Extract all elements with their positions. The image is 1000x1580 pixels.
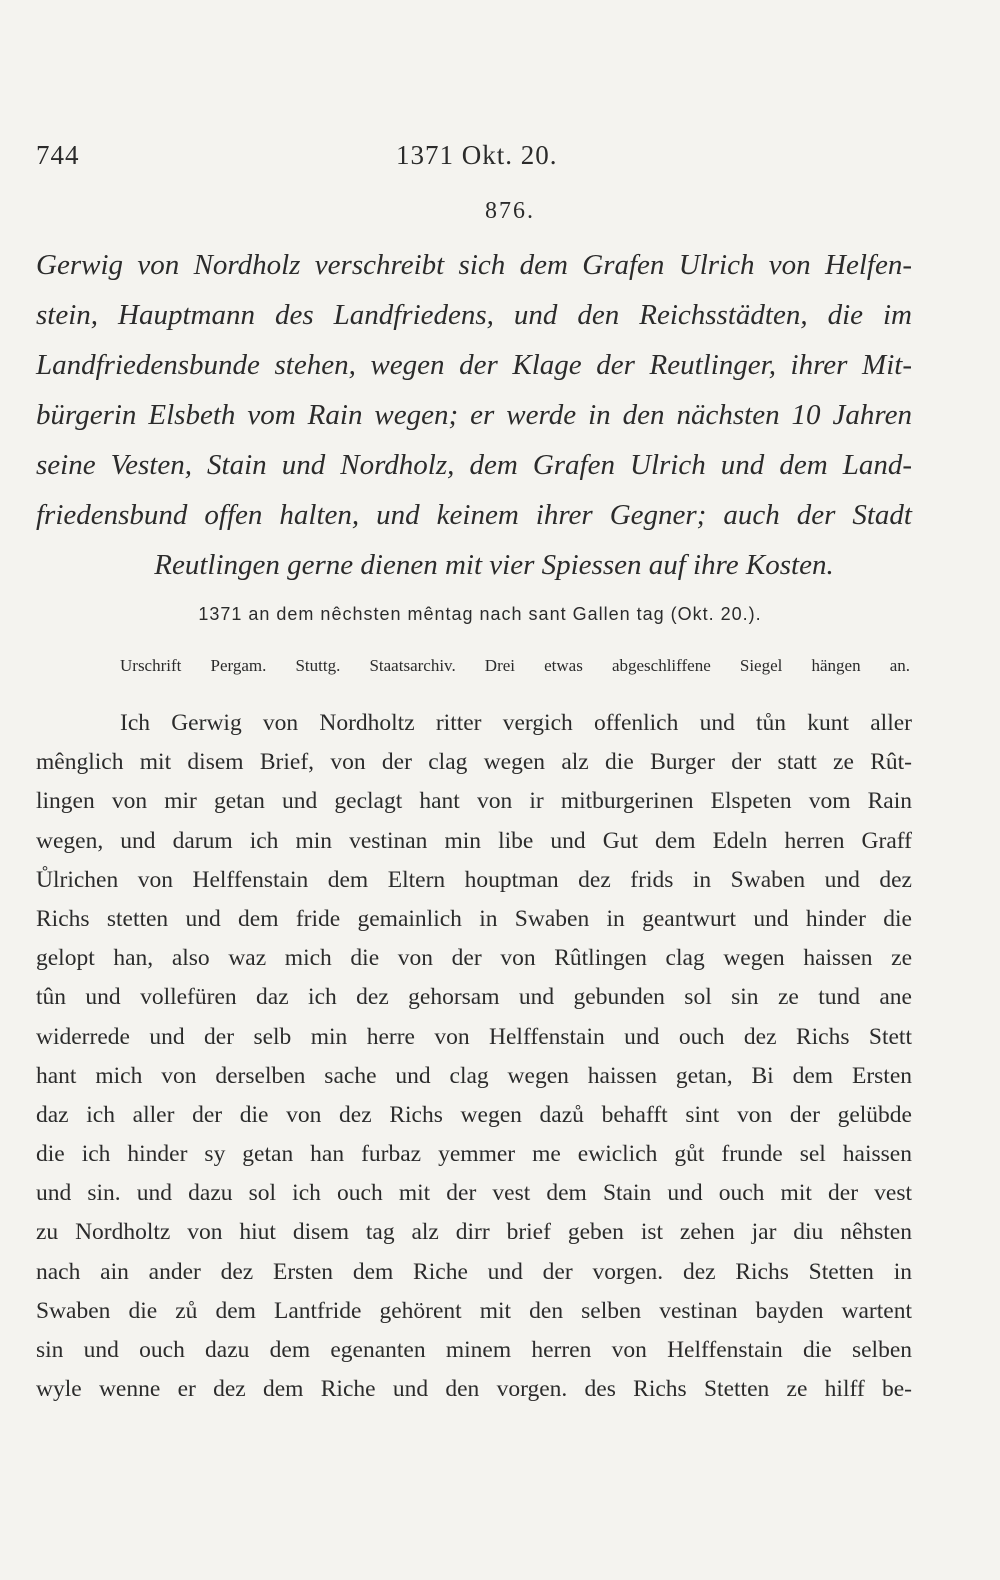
text-line: zu Nordholtz von hiut disem tag alz dirr brief geben ist zehen jar diu nêhsten: [36, 1219, 912, 1246]
text-line: daz ich aller der die von dez Richs wegen dazů behafft sint von der gelübde: [36, 1101, 912, 1128]
document-number: 876.: [485, 198, 535, 224]
text-line: wegen, und darum ich min vestinan min libe und Gut dem Edeln herren Graff: [36, 827, 912, 854]
text-line: Richs stetten und dem fride gemainlich in Swaben in geantwurt und hinder die: [36, 905, 912, 932]
regest-line: Gerwig von Nordholz verschreibt sich dem Grafen Ulrich von Helfen-: [36, 249, 912, 281]
text-line: Ůlrichen von Helffenstain dem Eltern houptman dez frids in Swaben und dez: [36, 866, 912, 893]
regest-line: bürgerin Elsbeth vom Rain wegen; er werde in den nächsten 10 Jahren: [36, 399, 912, 431]
text-line: die ich hinder sy getan han furbaz yemmer me ewiclich gůt frunde sel haissen: [36, 1141, 912, 1168]
regest-line: stein, Hauptmann des Landfriedens, und den Reichsstädten, die im: [36, 299, 912, 331]
text-line: lingen von mir getan und geclagt hant von ir mitburgerinen Elspeten vom Rain: [36, 788, 912, 815]
text-line: widerrede und der selb min herre von Helffenstain und ouch dez Richs Stett: [36, 1023, 912, 1050]
running-head-date: 1371 Okt. 20.: [396, 140, 558, 170]
regest-line: friedensbund offen halten, und keinem ihrer Gegner; auch der Stadt: [36, 499, 912, 531]
text-line: und sin. und dazu sol ich ouch mit der vest dem Stain und ouch mit der vest: [36, 1180, 912, 1207]
regest-line: Landfriedensbunde stehen, wegen der Klage der Reutlinger, ihrer Mit-: [36, 349, 912, 381]
page-number: 744: [36, 140, 80, 170]
text-line: Swaben die zů dem Lantfride gehörent mit den selben vestinan bayden wartent: [36, 1297, 912, 1324]
regest-line: seine Vesten, Stain und Nordholz, dem Grafen Ulrich und dem Land-: [36, 449, 912, 481]
text-line: wyle wenne er dez dem Riche und den vorgen. des Richs Stetten ze hilff be-: [36, 1376, 912, 1403]
text-line: mênglich mit disem Brief, von der clag wegen alz die Burger der statt ze Rût-: [36, 749, 912, 776]
charter-text: [36, 704, 912, 1409]
document-date-line: 1371 an dem nêchsten mêntag nach sant Gallen tag (Okt. 20.).: [198, 604, 762, 624]
regest-summary: [36, 240, 912, 590]
text-line: tûn und vollefüren daz ich dez gehorsam und gebunden sol sin ze tund ane: [36, 984, 912, 1011]
text-line: gelopt han, also waz mich die von der von Rûtlingen clag wegen haissen ze: [36, 945, 912, 972]
text-line: Ich Gerwig von Nordholtz ritter vergich offenlich und tůn kunt aller: [120, 710, 912, 736]
regest-line: Reutlingen gerne dienen mit vier Spiessen auf ihre Kosten.: [154, 549, 834, 581]
text-line: hant mich von derselben sache und clag wegen haissen getan, Bi dem Ersten: [36, 1062, 912, 1089]
text-line: sin und ouch dazu dem egenanten minem herren von Helffenstain die selben: [36, 1337, 912, 1363]
text-line: nach ain ander dez Ersten dem Riche und der vorgen. dez Richs Stetten in: [36, 1258, 912, 1285]
page-header: [36, 140, 916, 180]
source-note: Urschrift Pergam. Stuttg. Staatsarchiv. Drei etwas abgeschliffene Siegel hängen an.: [120, 656, 910, 675]
